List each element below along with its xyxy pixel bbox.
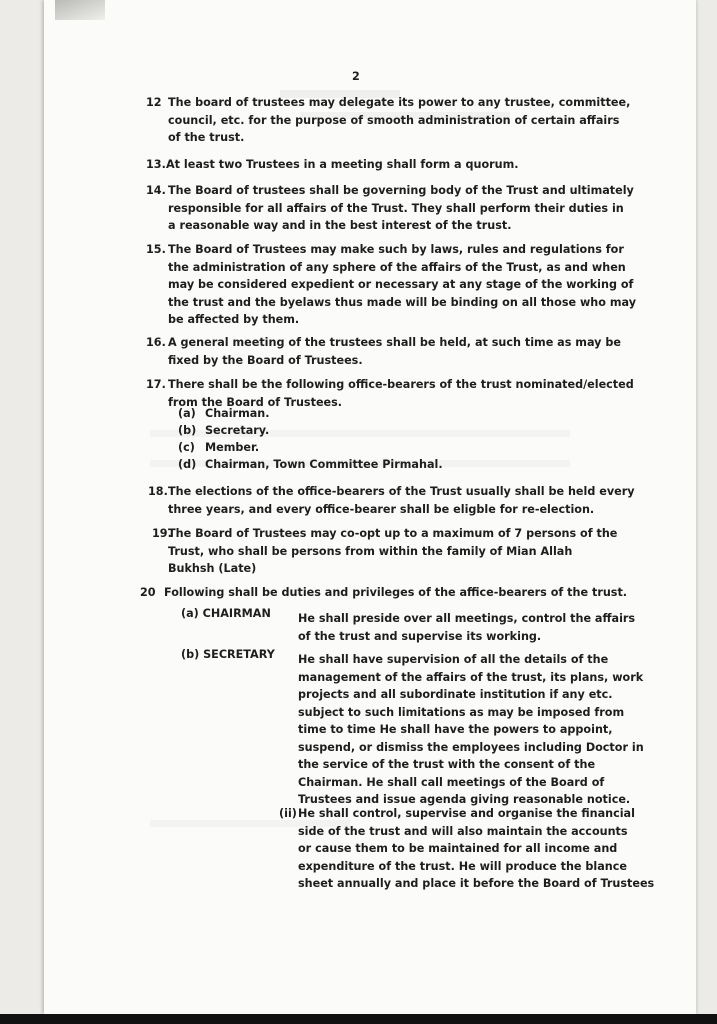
clause-line: The elections of the office-bearers of the Trust usually shall be held every xyxy=(168,485,635,498)
clause-18 xyxy=(126,483,635,519)
list-text: Chairman. xyxy=(205,407,270,420)
clause-text xyxy=(168,241,637,329)
clause-number: 18. xyxy=(148,485,168,498)
list-label: (c) xyxy=(178,441,195,454)
clause-14 xyxy=(126,182,634,237)
list-label: (d) xyxy=(178,458,197,471)
clause-text xyxy=(168,182,634,235)
clause-number: 19. xyxy=(152,527,172,540)
clause-line: a reasonable way and in the best interest of the trust. xyxy=(168,219,512,232)
duty-secretary-ii-text xyxy=(298,805,655,893)
duty-line: Trustees and issue agenda giving reasonable notice. xyxy=(298,793,631,806)
duty-line: of the trust and supervise its working. xyxy=(298,629,542,643)
duty-line: sheet annually and place it before the Board of Trustees xyxy=(298,877,655,890)
office-bearer-c xyxy=(178,439,378,457)
clause-number: 16. xyxy=(146,336,166,349)
list-label: (a) xyxy=(178,407,196,420)
duty-line: time to time He shall have the powers to appoint, xyxy=(298,723,613,736)
duty-line: projects and all subordinate institution if any etc. xyxy=(298,688,613,701)
clause-16 xyxy=(126,334,621,370)
duty-line: Chairman. He shall call meetings of the Board of xyxy=(298,775,605,789)
clause-line: the trust and the byelaws thus made will be binding on all those who may xyxy=(168,295,637,309)
clause-number: 14. xyxy=(146,184,166,197)
clause-line: Following shall be duties and privileges of the affice-bearers of the trust. xyxy=(164,586,628,599)
clause-line: responsible for all affairs of the Trust. They shall perform their duties in xyxy=(168,201,624,215)
clause-number: 15. xyxy=(146,243,166,256)
clause-text xyxy=(168,483,635,518)
clause-line: The board of trustees may delegate its power to any trustee, committee, xyxy=(168,96,631,109)
clause-number: 12 xyxy=(146,96,162,109)
duty-line: He shall have supervision of all the details of the xyxy=(298,653,609,666)
clause-text xyxy=(166,156,594,174)
clause-line: fixed by the Board of Trustees. xyxy=(168,353,363,367)
clause-line: council, etc. for the purpose of smooth administration of certain affairs xyxy=(168,113,620,127)
clause-15 xyxy=(126,241,637,331)
clause-line: The Board of trustees shall be governing body of the Trust and ultimately xyxy=(168,184,634,197)
duty-line: the service of the trust with the consent of the xyxy=(298,758,596,771)
duty-line: or cause them to be maintained for all income and xyxy=(298,842,618,855)
duty-line: He shall preside over all meetings, control the affairs xyxy=(298,612,636,625)
clause-text xyxy=(168,94,631,147)
office-bearer-d xyxy=(178,456,478,474)
clause-text xyxy=(168,334,621,369)
list-text: Secretary. xyxy=(205,424,270,437)
clause-text xyxy=(168,525,618,578)
office-bearer-b xyxy=(178,422,378,440)
clause-12 xyxy=(126,94,631,149)
duty-line: He shall control, supervise and organise the financial xyxy=(298,807,635,820)
clause-line: of the trust. xyxy=(168,131,245,144)
clause-line: be affected by them. xyxy=(168,313,300,326)
duty-line: subject to such limitations as may be imposed from xyxy=(298,705,625,719)
duty-chairman-text xyxy=(298,610,636,645)
duty-line: expenditure of the trust. He will produce the blance xyxy=(298,859,627,873)
clause-line: the administration of any sphere of the affairs of the Trust, as and when xyxy=(168,260,626,274)
list-text: Chairman, Town Committee Pirmahal. xyxy=(205,458,443,471)
clause-20 xyxy=(126,584,628,602)
scan-bottom-edge xyxy=(0,1014,717,1024)
clause-line: A general meeting of the trustees shall be held, at such time as may be xyxy=(168,336,621,349)
office-bearer-a xyxy=(178,405,378,423)
duty-line: side of the trust and will also maintain the accounts xyxy=(298,824,628,838)
clause-line: Trust, who shall be persons from within the family of Mian Allah xyxy=(168,544,573,558)
scan-background-right xyxy=(697,0,717,1024)
clause-line: The Board of Trustees may co-opt up to a maximum of 7 persons of the xyxy=(168,527,618,540)
duty-sub-label: (ii) xyxy=(279,807,297,820)
clause-line: from the Board of Trustees. xyxy=(168,395,343,409)
clause-text xyxy=(164,584,628,602)
clause-line: Bukhsh (Late) xyxy=(168,562,257,575)
duty-line: management of the affairs of the trust, its plans, work xyxy=(298,670,644,684)
list-label: (b) xyxy=(178,424,197,437)
clause-number: 13. xyxy=(146,158,166,171)
duty-secretary-title: (b) SECRETARY xyxy=(181,648,275,661)
clause-line: The Board of Trustees may make such by laws, rules and regulations for xyxy=(168,243,624,256)
clause-line: may be considered expedient or necessary at any stage of the working of xyxy=(168,278,634,291)
page-number: 2 xyxy=(352,70,360,83)
clause-13 xyxy=(126,156,596,174)
clause-number: 17. xyxy=(146,378,166,391)
clause-number: 20 xyxy=(140,586,156,599)
clause-line: At least two Trustees in a meeting shall form a quorum. xyxy=(166,158,519,171)
clause-19 xyxy=(126,525,618,579)
duty-secretary-text xyxy=(298,651,644,809)
list-text: Member. xyxy=(205,441,260,454)
clause-line: three years, and every office-bearer shall be eligble for re-election. xyxy=(168,502,595,516)
page-corner-shadow xyxy=(55,0,105,20)
duty-chairman-title: (a) CHAIRMAN xyxy=(181,607,271,620)
clause-line: There shall be the following office-bearers of the trust nominated/elected xyxy=(168,378,634,391)
duty-line: suspend, or dismiss the employees including Doctor in xyxy=(298,740,644,754)
